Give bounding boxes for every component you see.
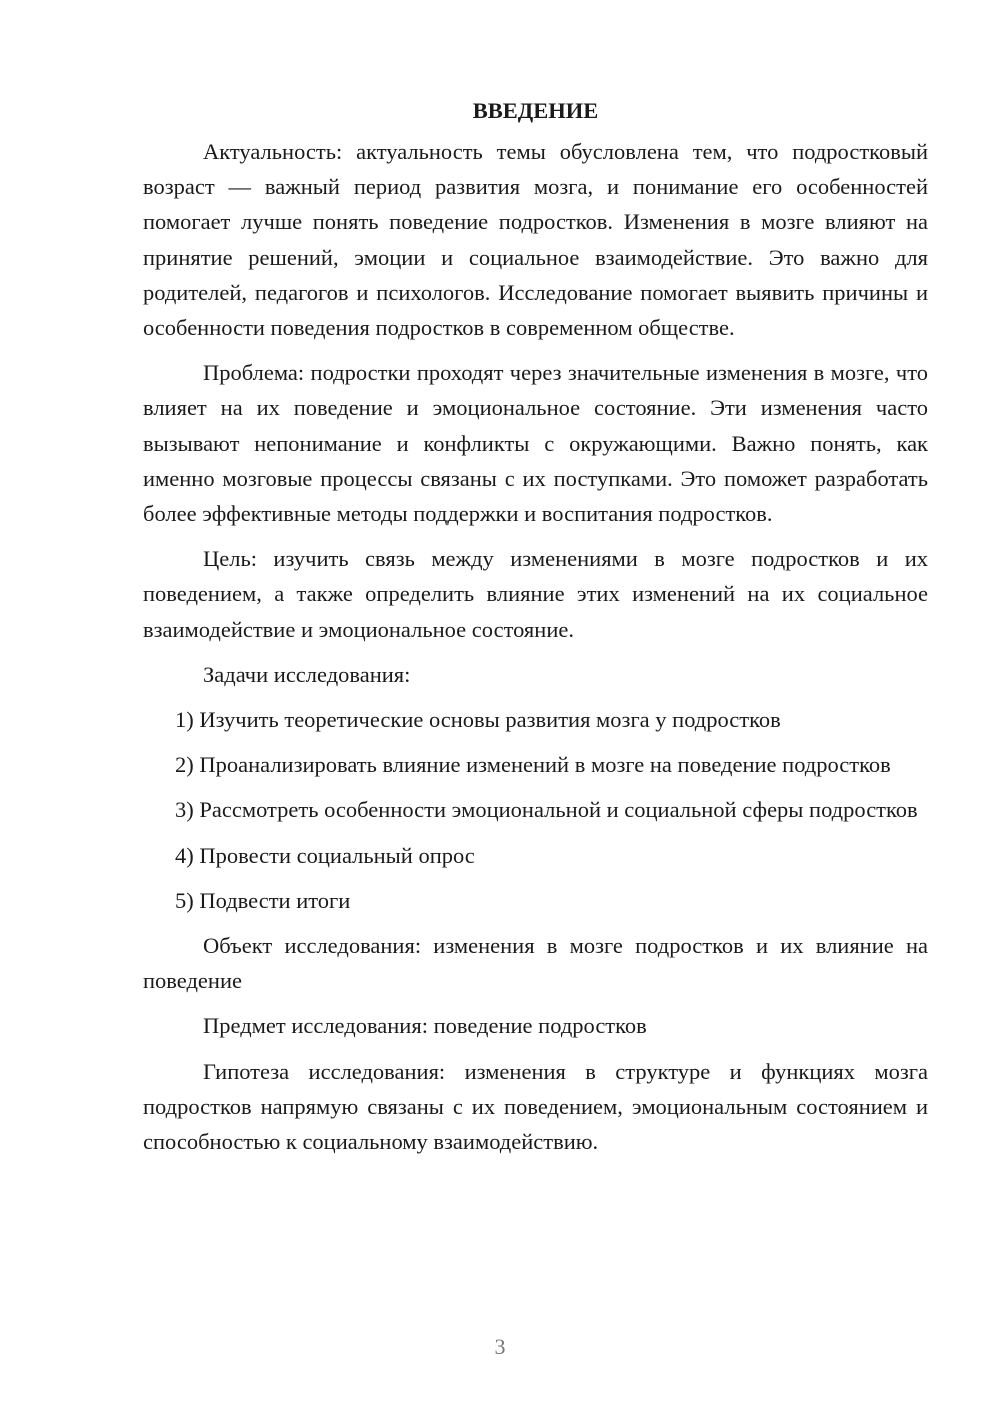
task-item-3: 3) Рассмотреть особенности эмоциональной и социальной сферы подростков	[175, 797, 918, 823]
paragraph-tasks-heading: Задачи исследования:	[203, 661, 411, 687]
page-number: 3	[494, 1334, 506, 1359]
task-item-4: 4) Провести социальный опрос	[175, 842, 475, 868]
section-title: ВВЕДЕНИЕ	[472, 98, 599, 123]
paragraph-relevance: Актуальность: актуальность темы обусловлена тем, что подростковый возраст — важный период развития мозга, и понимание его особенностей помогает лучше понять поведение подростков. Изменения в мозге влияют на принятие решений, эмоции и социальное взаимодействие. Это важно для родителей, педагогов и психологов. Исследование помогает выявить причины и особенности поведения подростков в современном обществе.	[143, 139, 928, 341]
paragraph-subject: Предмет исследования: поведение подростков	[203, 1013, 647, 1039]
document-body	[143, 96, 928, 1169]
paragraph-goal: Цель: изучить связь между изменениями в мозге подростков и их поведением, а также определить влияние этих изменений на их социальное взаимодействие и эмоциональное состояние.	[143, 546, 928, 642]
task-item-1: 1) Изучить теоретические основы развития мозга у подростков	[175, 707, 781, 733]
paragraph-problem: Проблема: подростки проходят через значительные изменения в мозге, что влияет на их поведение и эмоциональное состояние. Эти изменения часто вызывают непонимание и конфликты с окружающими. Важно понять, как именно мозговые процессы связаны с их поступками. Это поможет разработать более эффективные методы поддержки и воспитания подростков.	[143, 360, 928, 527]
paragraph-object: Объект исследования: изменения в мозге подростков и их влияние на поведение	[143, 933, 928, 994]
task-item-2: 2) Проанализировать влияние изменений в мозге на поведение подростков	[175, 752, 891, 778]
task-item-5: 5) Подвести итоги	[175, 887, 351, 913]
paragraph-hypothesis: Гипотеза исследования: изменения в структуре и функциях мозга подростков напрямую связаны с их поведением, эмоциональным состоянием и способностью к социальному взаимодействию.	[143, 1058, 928, 1155]
